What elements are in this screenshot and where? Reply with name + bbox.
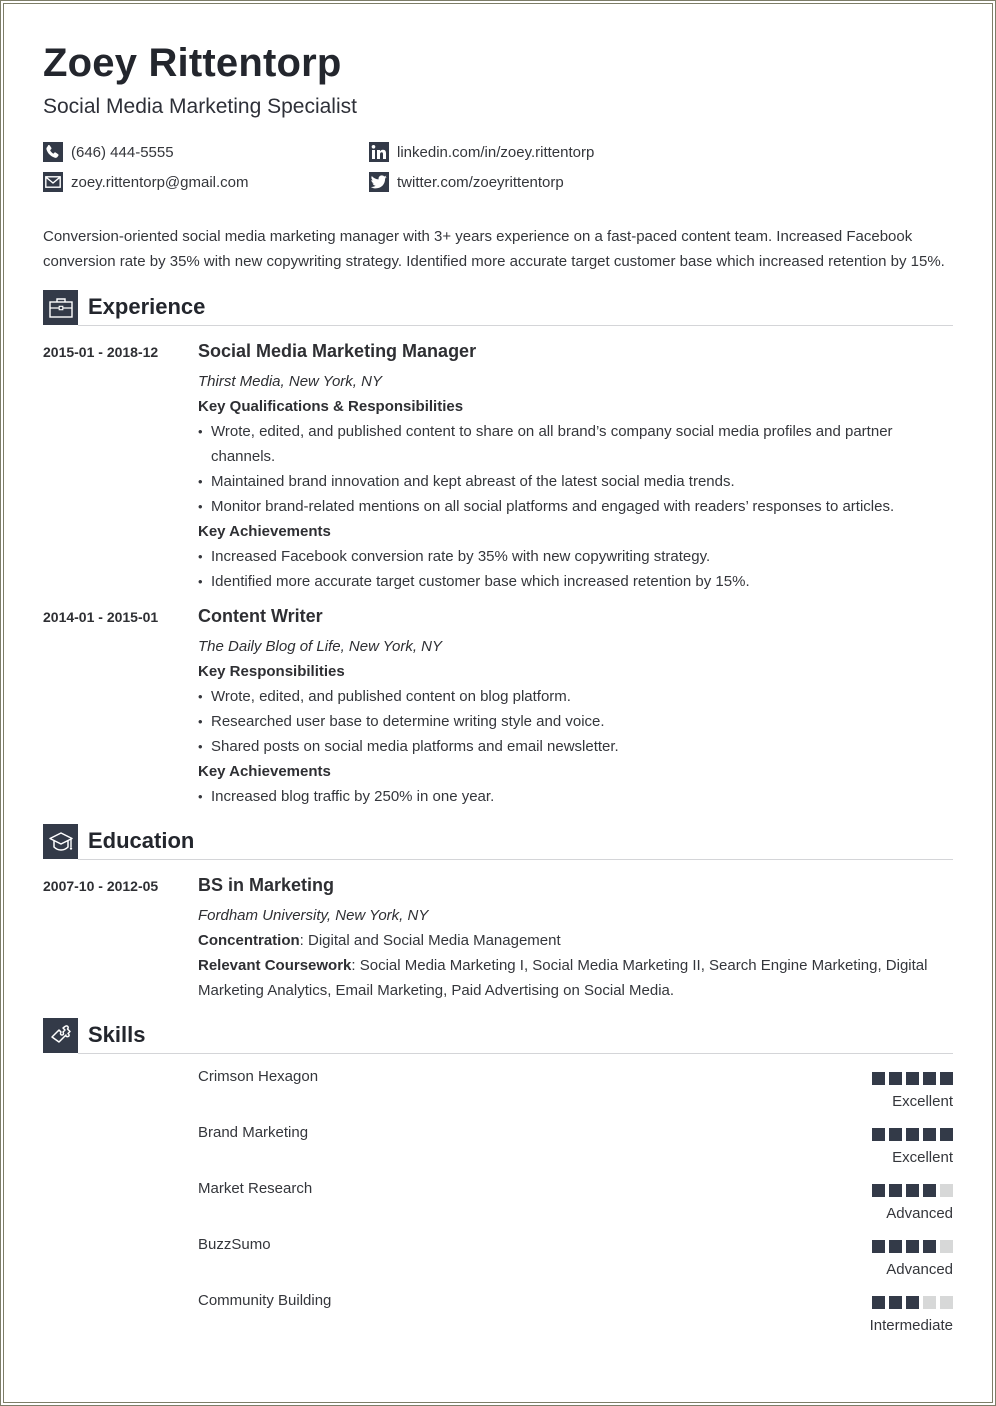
coursework-label: Relevant Coursework — [198, 957, 352, 974]
list-item: • Maintained brand innovation and kept abreast of the latest social media trends. — [198, 473, 735, 490]
concentration-value: : Digital and Social Media Management — [299, 932, 561, 949]
bullet-text: Shared posts on social media platforms and email newsletter. — [211, 738, 619, 755]
bullet-text: Researched user base to determine writing style and voice. — [211, 713, 605, 730]
rating-square-filled — [906, 1296, 919, 1309]
rating-square-filled — [889, 1296, 902, 1309]
job-dates: 2015-01 - 2018-12 — [43, 344, 159, 360]
job-dates: 2014-01 - 2015-01 — [43, 609, 159, 625]
rating-square-empty — [940, 1240, 953, 1253]
section-title-experience: Experience — [88, 294, 206, 319]
concentration-label: Concentration — [198, 932, 300, 949]
email-icon — [43, 172, 63, 192]
list-item: • Increased blog traffic by 250% in one year. — [198, 788, 495, 805]
skill-rating-bar — [868, 1184, 953, 1197]
rating-square-filled — [906, 1128, 919, 1141]
rating-square-filled — [889, 1240, 902, 1253]
list-item: • Identified more accurate target customer base which increased retention by 15%. — [198, 573, 750, 590]
skill-row — [43, 1123, 953, 1179]
rating-square-filled — [872, 1240, 885, 1253]
rating-square-filled — [889, 1128, 902, 1141]
graduation-cap-icon — [43, 824, 78, 859]
skill-name: Brand Marketing — [198, 1124, 309, 1141]
briefcase-icon — [43, 290, 78, 325]
rating-square-filled — [872, 1296, 885, 1309]
rating-square-filled — [923, 1128, 936, 1141]
list-item: • Researched user base to determine writing style and voice. — [198, 713, 605, 730]
rating-square-filled — [906, 1072, 919, 1085]
rating-square-filled — [906, 1240, 919, 1253]
phone-icon — [43, 142, 63, 162]
bullet-text: Monitor brand-related mentions on all social platforms and engaged with readers’ responses to articles. — [211, 498, 895, 515]
contact-phone — [43, 142, 174, 162]
skill-rating-bar — [868, 1240, 953, 1253]
twitter-link[interactable]: twitter.com/zoeyrittentorp — [397, 173, 564, 191]
job-title: Social Media Marketing Manager — [198, 341, 477, 361]
skill-rating-bar — [868, 1072, 953, 1085]
puzzle-piece-icon — [43, 1018, 78, 1053]
bullet-text: Increased Facebook conversion rate by 35% with new copywriting strategy. — [211, 548, 711, 565]
rating-square-filled — [923, 1240, 936, 1253]
rating-square-filled — [889, 1184, 902, 1197]
contact-twitter[interactable] — [369, 172, 564, 192]
list-item: • Monitor brand-related mentions on all social platforms and engaged with readers’ responses to articles. — [198, 498, 895, 515]
job-bullet-list — [198, 419, 953, 519]
skill-level: Excellent — [892, 1093, 953, 1110]
section-title-education: Education — [88, 828, 195, 853]
section-divider — [78, 325, 953, 326]
school-name: Fordham University, New York, NY — [198, 907, 429, 924]
contact-linkedin[interactable] — [369, 142, 594, 162]
job-title: Content Writer — [198, 606, 323, 626]
bullet-text: Identified more accurate target customer base which increased retention by 15%. — [211, 573, 750, 590]
rating-square-filled — [872, 1072, 885, 1085]
job-subheading: Key Achievements — [198, 523, 331, 540]
skill-level: Advanced — [886, 1261, 953, 1278]
education-entry — [198, 874, 953, 1003]
section-divider — [78, 1053, 953, 1054]
job-subheading: Key Qualifications & Responsibilities — [198, 398, 464, 415]
degree-title: BS in Marketing — [198, 875, 335, 895]
coursework-value: : Social Media Marketing I, Social Media Marketing II, Search Engine Marketing, Digital Marketing Analytics, Email Marketing, Paid Advertising on Social Media. — [198, 957, 928, 999]
profile-summary: Conversion-oriented social media marketing manager with 3+ years experience on a fast-paced content team. Increased Facebook conversion rate by 35% with new copywriting strategy. Identified more accurate target customer base which increased retention by 15%. — [43, 228, 945, 270]
skill-rating-bar — [868, 1128, 953, 1141]
section-header-education — [43, 824, 953, 860]
skill-name: Community Building — [198, 1292, 332, 1309]
coursework — [198, 953, 953, 1003]
skill-name: Crimson Hexagon — [198, 1068, 319, 1085]
section-title-skills: Skills — [88, 1022, 146, 1047]
job-company: The Daily Blog of Life, New York, NY — [198, 638, 442, 655]
list-item: • Wrote, edited, and published content on blog platform. — [198, 688, 571, 705]
bullet-text: Maintained brand innovation and kept abreast of the latest social media trends. — [211, 473, 735, 490]
rating-square-empty — [940, 1184, 953, 1197]
linkedin-link[interactable]: linkedin.com/in/zoey.rittentorp — [397, 143, 595, 161]
twitter-icon — [369, 172, 389, 192]
rating-square-filled — [872, 1184, 885, 1197]
bullet-text: Wrote, edited, and published content to share on all brand’s company social media profiles and partner channels. — [211, 423, 893, 465]
skill-level: Intermediate — [869, 1317, 953, 1334]
job-subheading: Key Responsibilities — [198, 663, 345, 680]
concentration — [198, 928, 953, 953]
list-item: • Shared posts on social media platforms and email newsletter. — [198, 738, 619, 755]
skill-row — [43, 1067, 953, 1123]
skill-row — [43, 1235, 953, 1291]
job-subheading: Key Achievements — [198, 763, 331, 780]
section-divider — [78, 859, 953, 860]
skill-level: Excellent — [892, 1149, 953, 1166]
skill-row — [43, 1179, 953, 1235]
job-bullet-list — [198, 784, 953, 809]
skill-name: BuzzSumo — [198, 1236, 271, 1253]
rating-square-empty — [923, 1296, 936, 1309]
skill-level: Advanced — [886, 1205, 953, 1222]
job-company: Thirst Media, New York, NY — [198, 373, 382, 390]
rating-square-filled — [923, 1184, 936, 1197]
skill-row — [43, 1291, 953, 1347]
contact-email[interactable] — [43, 172, 249, 192]
job-bullet-list — [198, 684, 953, 759]
section-header-experience — [43, 290, 953, 326]
rating-square-filled — [940, 1072, 953, 1085]
rating-square-filled — [940, 1128, 953, 1141]
bullet-text: Increased blog traffic by 250% in one year. — [211, 788, 495, 805]
rating-square-filled — [923, 1072, 936, 1085]
job-entry — [198, 340, 953, 594]
candidate-title: Social Media Marketing Specialist — [43, 95, 357, 118]
email-link[interactable]: zoey.rittentorp@gmail.com — [71, 173, 249, 191]
education-dates: 2007-10 - 2012-05 — [43, 878, 159, 894]
rating-square-filled — [872, 1128, 885, 1141]
candidate-name: Zoey Rittentorp — [43, 41, 342, 85]
bullet-text: Wrote, edited, and published content on blog platform. — [211, 688, 571, 705]
skill-name: Market Research — [198, 1180, 313, 1197]
rating-square-filled — [889, 1072, 902, 1085]
section-header-skills — [43, 1018, 953, 1054]
linkedin-icon — [369, 142, 389, 162]
phone-text: (646) 444-5555 — [71, 143, 174, 161]
skill-rating-bar — [868, 1296, 953, 1309]
rating-square-filled — [906, 1184, 919, 1197]
job-bullet-list — [198, 544, 953, 594]
rating-square-empty — [940, 1296, 953, 1309]
list-item: • Wrote, edited, and published content to share on all brand’s company social media profiles and partner channels. — [198, 423, 893, 465]
job-entry — [198, 605, 953, 809]
list-item: • Increased Facebook conversion rate by 35% with new copywriting strategy. — [198, 548, 711, 565]
